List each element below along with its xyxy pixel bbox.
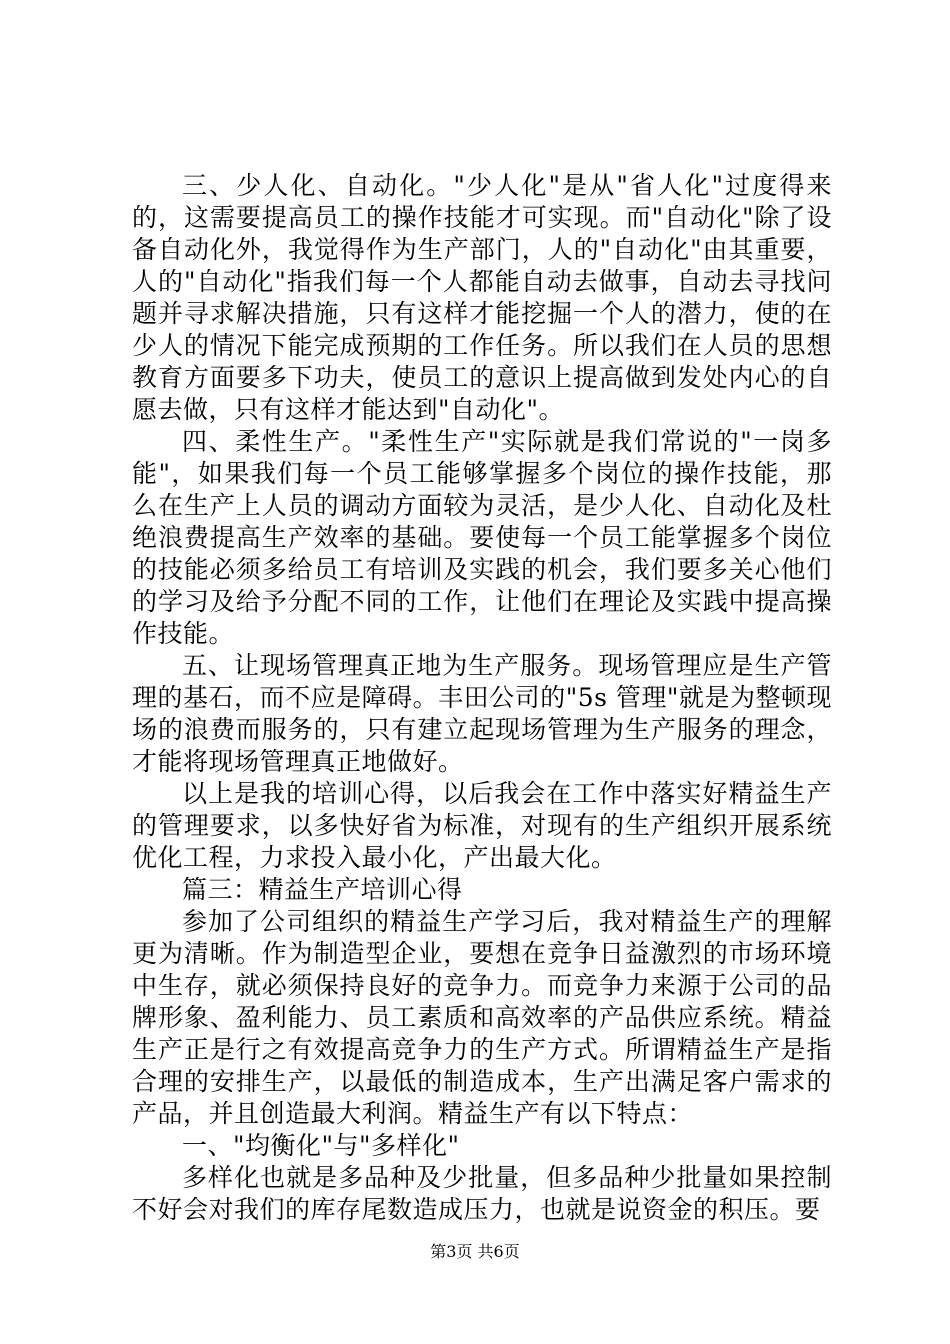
paragraph-site-management: 五、让现场管理真正地为生产服务。现场管理应是生产管理的基石，而不应是障碍。丰田公司的"5s 管理"就是为整顿现场的浪费而服务的，只有建立起现场管理为生产服务的理念，才能将现场管理真正地做好。: [132, 651, 832, 776]
page-footer: 第3页 共6页: [430, 1242, 520, 1261]
section-title: 篇三：精益生产培训心得: [182, 875, 463, 904]
subheading: 一、"均衡化"与"多样化": [182, 1131, 460, 1160]
paragraph-summary: 以上是我的培训心得，以后我会在工作中落实好精益生产的管理要求，以多快好省为标准，对现有的生产组织开展系统优化工程，力求投入最小化，产出最大化。: [132, 779, 832, 872]
paragraph-flexible-production: 四、柔性生产。"柔性生产"实际就是我们常说的"一岗多能"，如果我们每一个员工能够掌握多个岗位的操作技能，那么在生产上人员的调动方面较为灵活，是少人化、自动化及杜绝浪费提高生产效率的基础。要使每一个员工能掌握多个岗位的技能必须多给员工有培训及实践的机会，我们要多关心他们的学习及给予分配不同的工作，让他们在理论及实践中提高操作技能。: [132, 427, 832, 648]
paragraph-less-staff-automation: 三、少人化、自动化。"少人化"是从"省人化"过度得来的，这需要提高员工的操作技能才可实现。而"自动化"除了设备自动化外，我觉得作为生产部门，人的"自动化"由其重要，人的"自动化"指我们每一个人都能自动去做事，自动去寻找问题并寻求解决措施，只有这样才能挖掘一个人的潜力，使的在少人的情况下能完成预期的工作任务。所以我们在人员的思想教育方面要多下功夫，使员工的意识上提高做到发处内心的自愿去做，只有这样才能达到"自动化"。: [132, 171, 832, 424]
paragraph-section-intro: 参加了公司组织的精益生产学习后，我对精益生产的理解更为清晰。作为制造型企业，要想在竞争日益激烈的市场环境中生存，就必须保持良好的竞争力。而竞争力来源于公司的品牌形象、盈利能力、员工素质和高效率的产品供应系统。精益生产正是行之有效提高竞争力的生产方式。所谓精益生产是指合理的安排生产，以最低的制造成本，生产出满足客户需求的产品，并且创造最大利润。精益生产有以下特点：: [132, 907, 832, 1128]
paragraph-diversification: 多样化也就是多品种及少批量，但多品种少批量如果控制不好会对我们的库存尾数造成压力，也就是说资金的积压。要: [132, 1163, 832, 1224]
document-body: [132, 170, 832, 1226]
